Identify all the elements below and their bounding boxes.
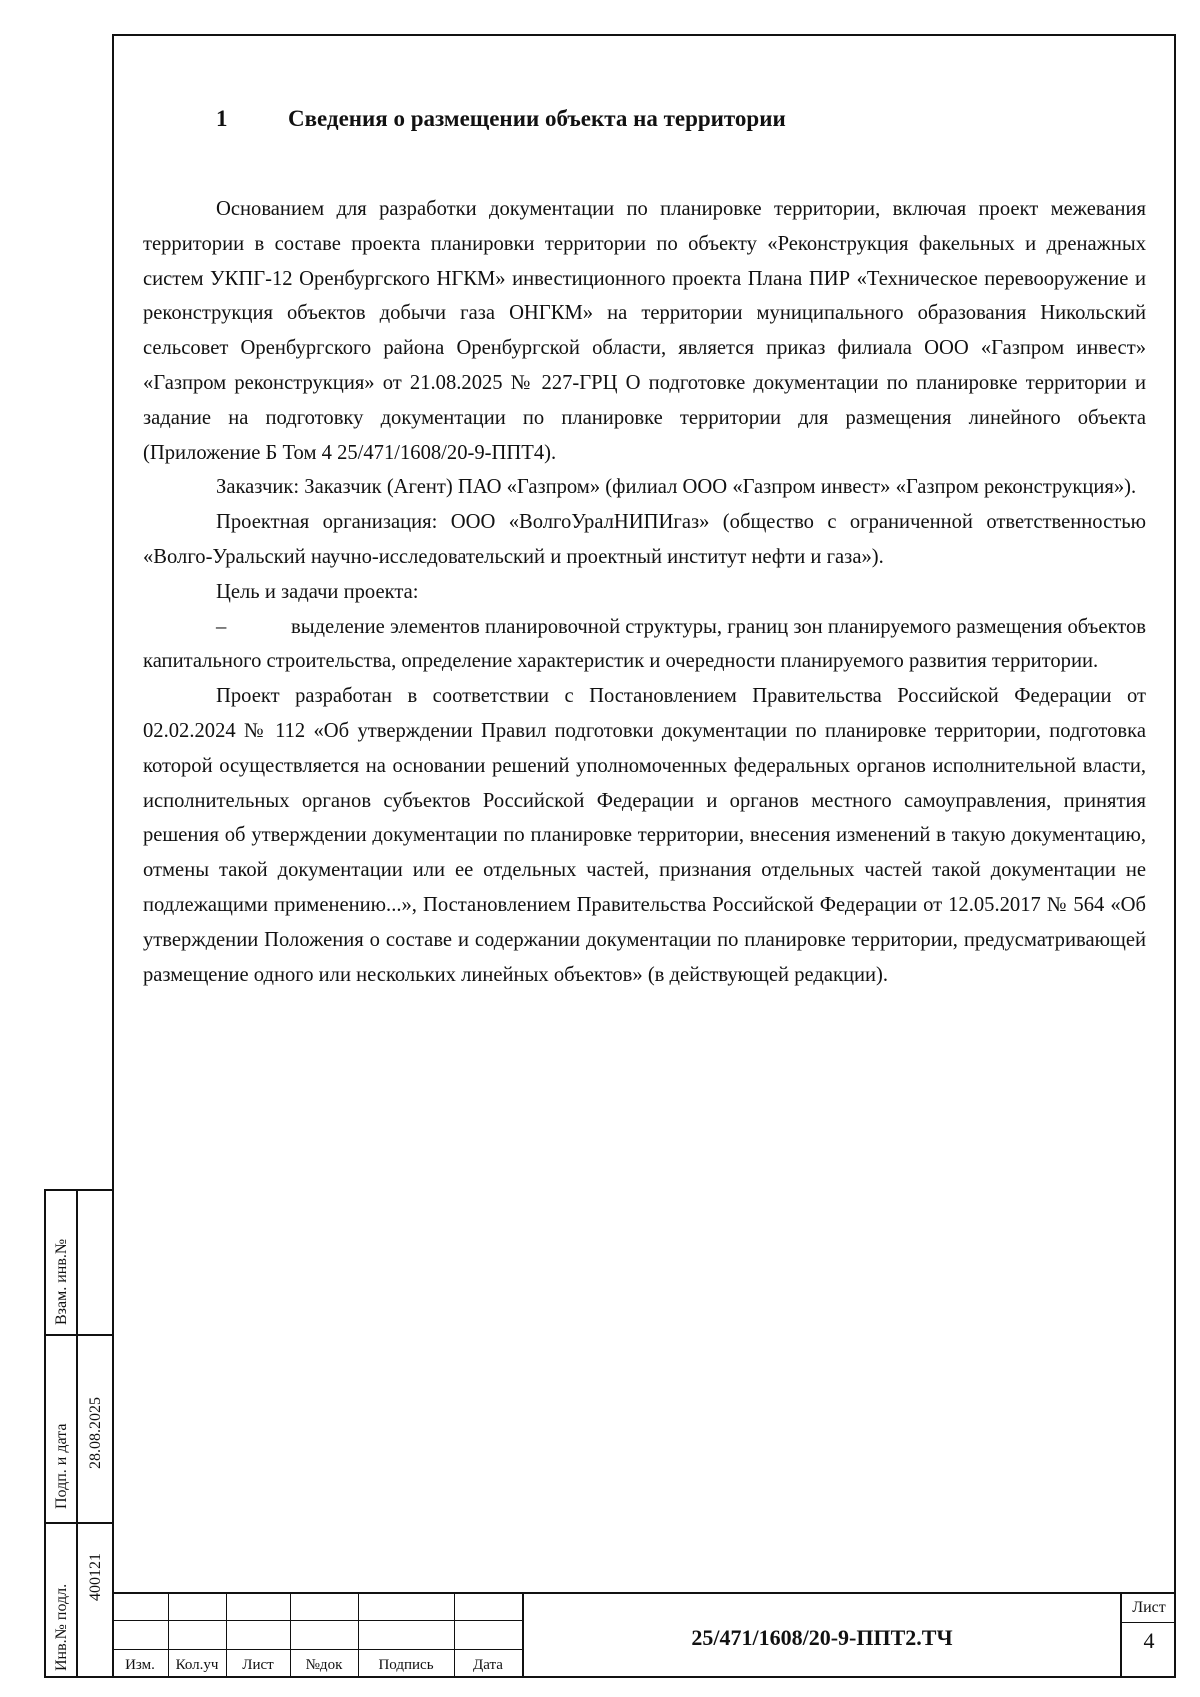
bullet-dash: – — [216, 615, 227, 638]
section-title: Сведения о размещении объекта на территории — [288, 106, 786, 131]
document-body — [143, 192, 1146, 992]
header-ndok: №док — [305, 1657, 343, 1673]
side-stamp-divider — [46, 1522, 114, 1524]
paragraph-regulations: Проект разработан в соответствии с Постановлением Правительства Российской Федерации от 02.02.2024 № 112 «Об утверждении Правил подготовки документации по планировке территории, подготовка которой осуществляется на основании решений уполномоченных федеральных органов исполнительной власти, исполнительных органов субъектов Российской Федерации и органов местного самоуправления, принятия решения об утверждении документации по планировке территории, внесения изменений в такую документацию, отмены такой документации или ее отдельных частей, признания отдельных частей такой документации не подлежащими применению...», Постановлением Правительства Российской Федерации от 12.05.2017 № 564 «Об утверждении Положения о составе и содержании документации по планировке территории, предусматривающей размещение одного или нескольких линейных объектов» (в действующей редакции). — [143, 685, 1146, 986]
podp-data-label: Подп. и дата — [53, 1423, 70, 1509]
bullet-item — [143, 610, 1146, 680]
side-stamp — [44, 1189, 112, 1678]
side-stamp-divider — [46, 1334, 114, 1336]
header-list: Лист — [242, 1657, 274, 1673]
title-block — [112, 1592, 1176, 1678]
section-heading — [216, 106, 786, 132]
paragraph-customer: Заказчик: Заказчик (Агент) ПАО «Газпром» (филиал ООО «Газпром инвест» «Газпром реконструкция»). — [216, 476, 1137, 499]
vzam-inv-label: Взам. инв.№ — [53, 1238, 70, 1325]
header-podpis: Подпись — [378, 1657, 434, 1673]
paragraph-organization: Проектная организация: ООО «ВолгоУралНИПИгаз» (общество с ограниченной ответственностью «Волго-Уральский научно-исследовательский и проектный институт нефти и газа»). — [143, 511, 1146, 568]
section-number: 1 — [216, 106, 228, 131]
document-code: 25/471/1608/20-9-ППТ2.ТЧ — [522, 1592, 1120, 1678]
revision-grid-row — [112, 1649, 522, 1650]
inv-podl-label: Инв.№ подл. — [53, 1583, 70, 1671]
paragraph-goals-heading: Цель и задачи проекта: — [216, 580, 419, 603]
paragraph-basis: Основанием для разработки документации по планировке территории, включая проект межевания территории в составе проекта планировки территории по объекту «Реконструкция факельных и дренажных систем УКПГ-12 Оренбургского НГКМ» инвестиционного проекта Плана ПИР «Техническое перевооружение и реконструкция объектов добычи газа ОНГКМ» на территории муниципального образования Никольский сельсовет Оренбургского района Оренбургской области, является приказ филиала ООО «Газпром инвест» «Газпром реконструкция» от 21.08.2025 № 227-ГРЦ О подготовке документации по планировке территории и задание на подготовку документации по планировке территории для размещения линейного объекта (Приложение Б Том 4 25/471/1608/20-9-ППТ4). — [143, 198, 1146, 464]
sheet-label: Лист — [1122, 1594, 1176, 1623]
inv-podl-value: 400121 — [87, 1553, 104, 1601]
bullet-text: выделение элементов планировочной структуры, границ зон планируемого размещения объектов капитального строительства, определение характеристик и очередности планируемого развития территории. — [143, 615, 1146, 673]
header-data: Дата — [473, 1657, 503, 1673]
header-kol-uch: Кол.уч — [175, 1657, 219, 1673]
revision-grid-row — [112, 1620, 522, 1621]
header-izm: Изм. — [125, 1657, 155, 1673]
sheet-cell — [1120, 1592, 1176, 1678]
podp-data-value: 28.08.2025 — [87, 1397, 104, 1469]
sheet-number: 4 — [1143, 1628, 1155, 1653]
